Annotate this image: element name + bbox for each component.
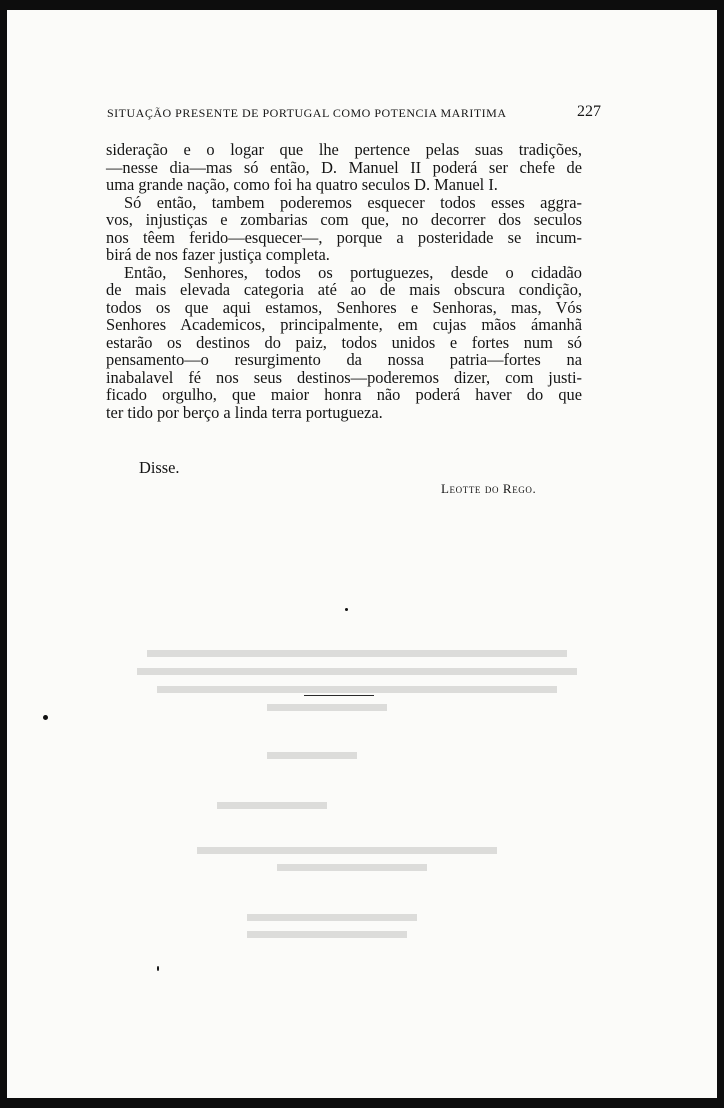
text-line: ficado orgulho, que maior honra não poderá haver do que xyxy=(106,385,582,404)
running-head xyxy=(107,104,607,122)
text-line: birá de nos fazer justiça completa. xyxy=(106,245,330,264)
paragraph-2 xyxy=(106,194,582,264)
text-line: ter tido por berço a linda terra portugueza. xyxy=(106,402,383,422)
ink-speck xyxy=(157,966,159,971)
show-through-texture xyxy=(107,642,587,942)
paragraph-3 xyxy=(106,264,582,422)
text-line: de mais elevada categoria até ao de mais obscura condição, xyxy=(106,280,582,299)
text-line: sideração e o logar que lhe pertence pelas suas tradições, xyxy=(106,140,582,159)
show-through-marks xyxy=(107,642,587,942)
text-line: pensamento—o resurgimento da nossa patria—fortes na xyxy=(106,350,582,369)
closing-word: Disse. xyxy=(139,458,180,477)
page-number: 227 xyxy=(577,103,601,120)
ink-speck xyxy=(43,715,48,720)
text-line: nos têem ferido—esquecer—, porque a posteridade se incum- xyxy=(106,227,582,247)
paragraph-1 xyxy=(106,141,582,194)
ink-speck xyxy=(345,608,348,611)
text-line: estarão os destinos do paiz, todos unidos e fortes num só xyxy=(106,332,582,352)
text-line: —nesse dia—mas só então, D. Manuel II poderá ser chefe de xyxy=(106,157,582,177)
text-line: Senhores Academicos, principalmente, em cujas mãos ámanhã xyxy=(106,315,582,334)
running-title: SITUAÇÃO PRESENTE DE PORTUGAL COMO POTENCIA MARITIMA xyxy=(107,106,507,120)
signature: Leotte do Rego. xyxy=(441,481,537,496)
text-line: Então, Senhores, todos os portuguezes, desde o cidadão xyxy=(124,262,582,282)
text-line: uma grande nação, como foi ha quatro seculos D. Manuel I. xyxy=(106,175,498,194)
text-line: vos, injustiças e zombarias com que, no decorrer dos seculos xyxy=(106,210,582,229)
text-line: Só então, tambem poderemos esquecer todos esses aggra- xyxy=(124,192,582,212)
text-line: inabalavel fé nos seus destinos—poderemos dizer, com justi- xyxy=(106,367,582,387)
text-line: todos os que aqui estamos, Senhores e Senhoras, mas, Vós xyxy=(106,297,582,317)
body-text xyxy=(106,141,582,421)
